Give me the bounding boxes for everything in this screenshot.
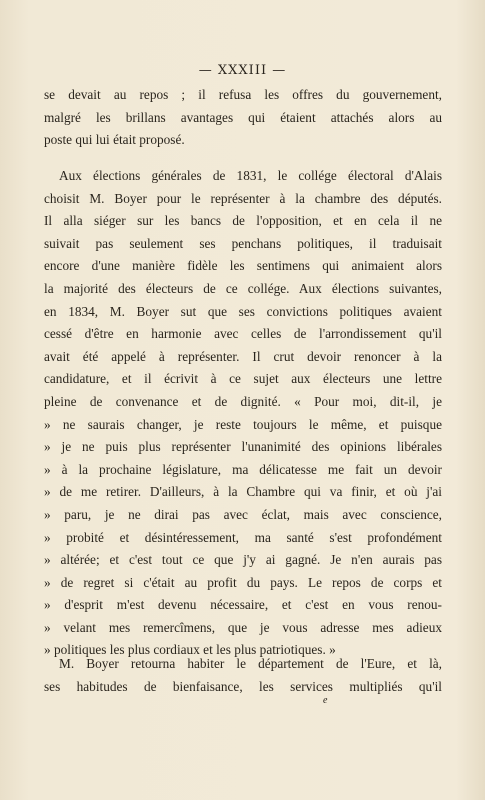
text-line: se devait au repos ; il refusa les offres du gouvernement, [44, 87, 442, 102]
text-line: » d'esprit m'est devenu nécessaire, et c'est en vous renou- [44, 597, 442, 613]
text-line: avait été appelé à représenter. Il crut devoir renoncer à la [44, 348, 442, 364]
text-line: » altérée; et c'est tout ce que j'y ai gagné. Je n'en aurais pas [44, 552, 442, 568]
text-line: Aux élections générales de 1831, le collége électoral d'Alais [59, 168, 442, 183]
text-line: » de regret si c'était au profit du pays. Le repos de corps et [44, 574, 442, 590]
text-line: » de me retirer. D'ailleurs, à la Chambre qui va finir, et où j'ai [44, 484, 442, 500]
page-header: — XXXIII — [198, 63, 287, 78]
signature-mark: e [323, 695, 328, 706]
text-line: » ne saurais changer, je reste toujours le même, et puisque [44, 416, 442, 432]
text-line: Il alla siéger sur les bancs de l'opposition, et en cela il ne [44, 213, 442, 229]
text-line: » politiques les plus cordiaux et les plus patriotiques. » [44, 642, 336, 658]
text-line: » à la prochaine législature, ma délicatesse me fait un devoir [44, 461, 442, 477]
text-line: » je ne puis plus représenter l'unanimité des opinions libérales [44, 439, 442, 455]
paragraph-1 [44, 84, 442, 152]
text-line: poste qui lui était proposé. [44, 132, 185, 148]
text-line: » paru, je ne dirai pas avec éclat, mais avec conscience, [44, 506, 442, 522]
paragraph-2 [44, 165, 442, 662]
text-line: M. Boyer retourna habiter le département de l'Eure, et là, [59, 656, 442, 671]
text-line: ses habitudes de bienfaisance, les services multipliés qu'il [44, 678, 442, 694]
text-line: » velant mes remercîmens, que je vous adresse mes adieux [44, 619, 442, 635]
text-line: la majorité des électeurs de ce collége. Aux élections suivantes, [44, 280, 442, 296]
paragraph-3 [44, 653, 442, 698]
text-line: pleine de convenance et de dignité. « Pour moi, dit-il, je [44, 393, 442, 409]
text-line: malgré les brillans avantages qui étaient attachés alors au [44, 109, 442, 125]
text-line: suivait pas seulement ses penchans politiques, il traduisait [44, 235, 442, 251]
text-line: » probité et désintéressement, ma santé s'est profondément [44, 529, 442, 545]
text-line: choisit M. Boyer pour le représenter à la chambre des députés. [44, 190, 442, 206]
text-line: encore d'une manière fidèle les sentimens qui animaient alors [44, 258, 442, 274]
text-line: candidature, et il écrivit à ce sujet aux électeurs une lettre [44, 371, 442, 387]
text-line: cessé d'être en harmonie avec celles de l'arrondissement qu'il [44, 326, 442, 342]
text-line: en 1834, M. Boyer sut que ses convictions politiques avaient [44, 303, 442, 319]
